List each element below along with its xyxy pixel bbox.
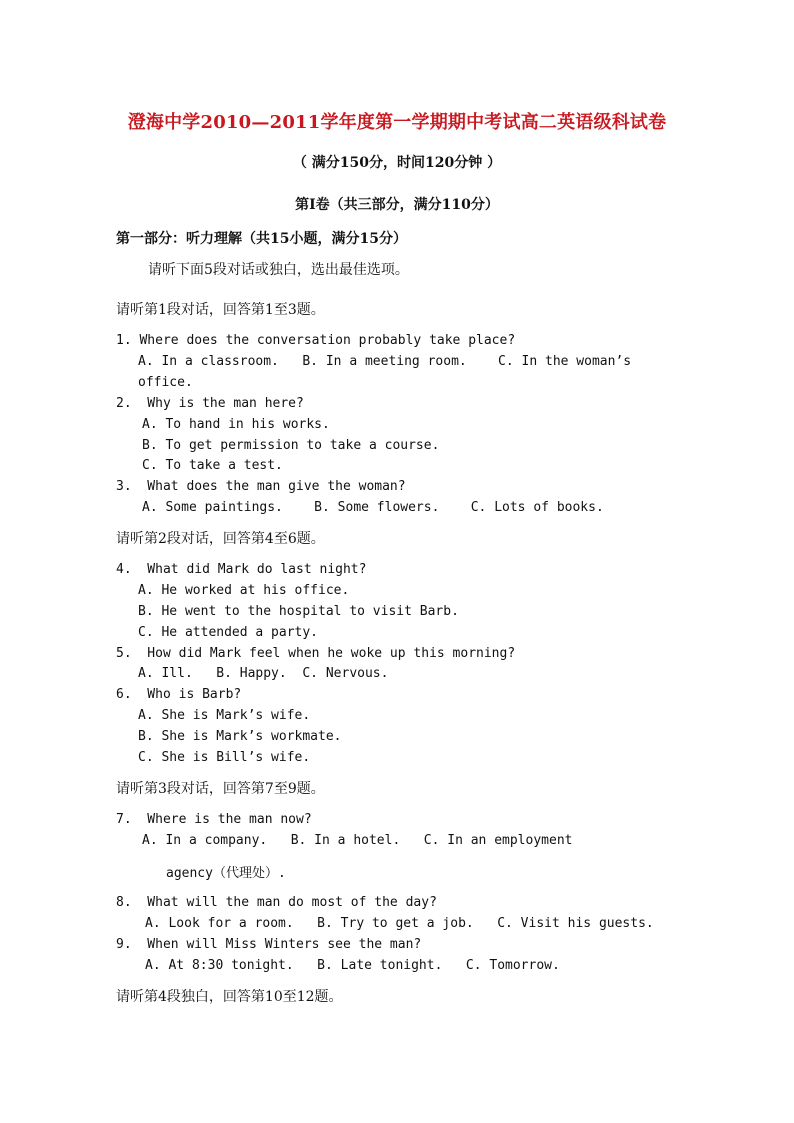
- dialog-2-instruction: 请听第2段对话，回答第4至6题。: [116, 531, 325, 547]
- question-4-option-a: A. He worked at his office.: [138, 583, 350, 598]
- exam-subtitle: （ 满分150分，时间120分钟 ）: [292, 155, 502, 171]
- dialog-4-instruction: 请听第4段独白，回答第10至12题。: [116, 989, 343, 1005]
- question-2-option-a: A. To hand in his works.: [142, 417, 330, 432]
- dialog-3-instruction: 请听第3段对话，回答第7至9题。: [116, 781, 325, 797]
- question-5: 5. How did Mark feel when he woke up this morning?: [116, 646, 516, 661]
- question-7-options: A. In a company. B. In a hotel. C. In an employment: [142, 833, 573, 848]
- question-8-options: A. Look for a room. B. Try to get a job. C. Visit his guests.: [145, 916, 654, 931]
- exam-title: 澄海中学2010—2011学年度第一学期期中考试高二英语级科试卷: [127, 112, 667, 133]
- part1-instruction: 请听下面5段对话或独白，选出最佳选项。: [148, 262, 409, 278]
- question-4: 4. What did Mark do last night?: [116, 562, 367, 577]
- question-1-options-cont: office.: [138, 375, 193, 390]
- question-7-options-cont: agency（代理处）.: [166, 866, 286, 881]
- question-1-options: A. In a classroom. B. In a meeting room. C. In the woman’s: [138, 354, 632, 369]
- question-3: 3. What does the man give the woman?: [116, 479, 406, 494]
- question-4-option-c: C. He attended a party.: [138, 625, 319, 640]
- part1-heading: 第一部分：听力理解（共15小题，满分15分）: [116, 231, 407, 247]
- dialog-1-instruction: 请听第1段对话，回答第1至3题。: [116, 302, 325, 318]
- question-2-option-c: C. To take a test.: [142, 458, 283, 473]
- question-6-option-a: A. She is Mark’s wife.: [138, 708, 311, 723]
- question-6: 6. Who is Barb?: [116, 687, 242, 702]
- question-5-options: A. Ill. B. Happy. C. Nervous.: [138, 666, 389, 681]
- question-6-option-c: C. She is Bill’s wife.: [138, 750, 311, 765]
- question-9: 9. When will Miss Winters see the man?: [116, 937, 422, 952]
- question-2: 2. Why is the man here?: [116, 396, 304, 411]
- question-7: 7. Where is the man now?: [116, 812, 312, 827]
- question-6-option-b: B. She is Mark’s workmate.: [138, 729, 342, 744]
- section-title: 第Ⅰ卷（共三部分，满分110分）: [295, 197, 499, 213]
- question-1: 1. Where does the conversation probably take place?: [116, 333, 516, 348]
- question-8: 8. What will the man do most of the day?: [116, 895, 437, 910]
- question-2-option-b: B. To get permission to take a course.: [142, 438, 440, 453]
- question-4-option-b: B. He went to the hospital to visit Barb.: [138, 604, 459, 619]
- question-3-options: A. Some paintings. B. Some flowers. C. Lots of books.: [142, 500, 604, 515]
- question-9-options: A. At 8:30 tonight. B. Late tonight. C. Tomorrow.: [145, 958, 560, 973]
